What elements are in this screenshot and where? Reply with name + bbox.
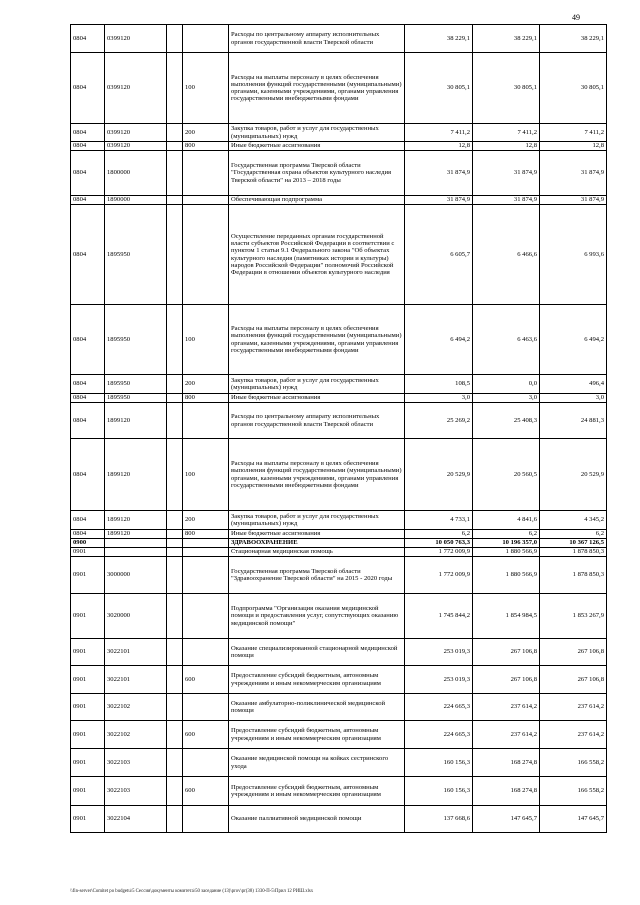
amount-year3-cell: 30 805,1 xyxy=(540,53,607,124)
target-article-cell: 1899120 xyxy=(105,439,167,511)
section-code-cell: 0804 xyxy=(71,151,105,196)
section-code-cell: 0901 xyxy=(71,806,105,833)
amount-year2-cell: 3,0 xyxy=(473,394,540,403)
table-row xyxy=(71,511,607,530)
item-name-cell: Оказание медицинской помощи на койках сестринского ухода xyxy=(229,749,405,777)
amount-year2-cell: 168 274,8 xyxy=(473,777,540,806)
item-name-cell: ЗДРАВООХРАНЕНИЕ xyxy=(229,539,405,548)
amount-year3-cell: 166 558,2 xyxy=(540,749,607,777)
amount-year1-cell: 3,0 xyxy=(405,394,473,403)
section-code-cell: 0901 xyxy=(71,639,105,666)
amount-year3-cell: 24 881,3 xyxy=(540,403,607,439)
expense-type-cell: 100 xyxy=(183,439,229,511)
table-row xyxy=(71,205,607,305)
target-article-cell: 0399120 xyxy=(105,53,167,124)
table-row xyxy=(71,557,607,594)
target-article-cell: 3022101 xyxy=(105,666,167,694)
section-code-cell: 0901 xyxy=(71,777,105,806)
amount-year2-cell: 6 463,6 xyxy=(473,305,540,375)
section-code-cell: 0901 xyxy=(71,749,105,777)
table-row xyxy=(71,53,607,124)
amount-year2-cell: 31 874,9 xyxy=(473,151,540,196)
blank-cell xyxy=(167,539,183,548)
blank-cell xyxy=(167,25,183,53)
blank-cell xyxy=(167,205,183,305)
amount-year2-cell: 6,2 xyxy=(473,530,540,539)
amount-year1-cell: 224 665,3 xyxy=(405,721,473,749)
amount-year3-cell: 7 411,2 xyxy=(540,124,607,142)
section-code-cell: 0901 xyxy=(71,666,105,694)
amount-year2-cell: 237 614,2 xyxy=(473,694,540,721)
target-article-cell: 3022102 xyxy=(105,694,167,721)
amount-year1-cell: 7 411,2 xyxy=(405,124,473,142)
expense-type-cell xyxy=(183,806,229,833)
table-row xyxy=(71,394,607,403)
amount-year1-cell: 137 668,6 xyxy=(405,806,473,833)
item-name-cell: Обеспечивающая подпрограмма xyxy=(229,196,405,205)
section-code-cell: 0804 xyxy=(71,403,105,439)
amount-year1-cell: 25 269,2 xyxy=(405,403,473,439)
table-row xyxy=(71,305,607,375)
expense-type-cell xyxy=(183,548,229,557)
item-name-cell: Расходы на выплаты персоналу в целях обеспечения выполнения функций государственными (муниципальными) органами, казенными учреждениями, органами управления государственными внебюджетными фондами xyxy=(229,53,405,124)
table-row xyxy=(71,749,607,777)
section-code-cell: 0804 xyxy=(71,53,105,124)
amount-year2-cell: 31 874,9 xyxy=(473,196,540,205)
blank-cell xyxy=(167,196,183,205)
table-row xyxy=(71,548,607,557)
blank-cell xyxy=(167,142,183,151)
section-code-cell: 0804 xyxy=(71,124,105,142)
amount-year3-cell: 237 614,2 xyxy=(540,694,607,721)
amount-year1-cell: 1 772 009,9 xyxy=(405,548,473,557)
blank-cell xyxy=(167,375,183,394)
amount-year3-cell: 20 529,9 xyxy=(540,439,607,511)
target-article-cell: 1899120 xyxy=(105,403,167,439)
section-code-cell: 0900 xyxy=(71,539,105,548)
amount-year2-cell: 12,8 xyxy=(473,142,540,151)
table-row xyxy=(71,777,607,806)
blank-cell xyxy=(167,394,183,403)
target-article-cell: 1899120 xyxy=(105,530,167,539)
amount-year1-cell: 224 665,3 xyxy=(405,694,473,721)
item-name-cell: Предоставление субсидий бюджетным, автономным учреждениям и иным некоммерческим организациям xyxy=(229,666,405,694)
item-name-cell: Государственная программа Тверской области "Здравоохранение Тверской области" на 2015 - 2020 годы xyxy=(229,557,405,594)
blank-cell xyxy=(167,639,183,666)
blank-cell xyxy=(167,777,183,806)
item-name-cell: Закупка товаров, работ и услуг для государственных (муниципальных) нужд xyxy=(229,124,405,142)
expense-type-cell: 200 xyxy=(183,375,229,394)
amount-year1-cell: 6 494,2 xyxy=(405,305,473,375)
amount-year3-cell: 1 853 267,9 xyxy=(540,594,607,639)
expense-type-cell: 600 xyxy=(183,666,229,694)
item-name-cell: Стационарная медицинская помощь xyxy=(229,548,405,557)
amount-year1-cell: 1 745 844,2 xyxy=(405,594,473,639)
blank-cell xyxy=(167,439,183,511)
blank-cell xyxy=(167,124,183,142)
blank-cell xyxy=(167,53,183,124)
amount-year2-cell: 4 841,6 xyxy=(473,511,540,530)
item-name-cell: Расходы на выплаты персоналу в целях обеспечения выполнения функций государственными (муниципальными) органами, казенными учреждениями, органами управления государственными внебюджетными фондами xyxy=(229,439,405,511)
table-row xyxy=(71,25,607,53)
amount-year2-cell: 7 411,2 xyxy=(473,124,540,142)
item-name-cell: Расходы на выплаты персоналу в целях обеспечения выполнения функций государственными (муниципальными) органами, казенными учреждениями, органами управления государственными внебюджетными фондами xyxy=(229,305,405,375)
amount-year3-cell: 1 878 850,3 xyxy=(540,548,607,557)
amount-year3-cell: 1 878 850,3 xyxy=(540,557,607,594)
amount-year1-cell: 160 156,3 xyxy=(405,749,473,777)
blank-cell xyxy=(167,721,183,749)
amount-year2-cell: 20 560,5 xyxy=(473,439,540,511)
expense-type-cell xyxy=(183,25,229,53)
table-row xyxy=(71,151,607,196)
amount-year3-cell: 6,2 xyxy=(540,530,607,539)
section-code-cell: 0901 xyxy=(71,557,105,594)
amount-year3-cell: 166 558,2 xyxy=(540,777,607,806)
amount-year2-cell: 267 106,8 xyxy=(473,666,540,694)
section-code-cell: 0804 xyxy=(71,511,105,530)
blank-cell xyxy=(167,694,183,721)
expense-type-cell: 800 xyxy=(183,530,229,539)
item-name-cell: Иные бюджетные ассигнования xyxy=(229,394,405,403)
file-path-footer: \\fin-server\Comitet po budgetu\5 Сессия\документы комитета\50 заседание (13)\prov\pr(38) 1330-П-5\Прил 12 РИШ.xlsx xyxy=(70,889,314,894)
amount-year2-cell: 30 805,1 xyxy=(473,53,540,124)
section-code-cell: 0804 xyxy=(71,142,105,151)
target-article-cell: 3022104 xyxy=(105,806,167,833)
table-row xyxy=(71,639,607,666)
section-code-cell: 0804 xyxy=(71,25,105,53)
target-article-cell: 1899120 xyxy=(105,511,167,530)
amount-year1-cell: 12,8 xyxy=(405,142,473,151)
amount-year2-cell: 10 196 357,0 xyxy=(473,539,540,548)
budget-table xyxy=(70,24,607,833)
amount-year2-cell: 237 614,2 xyxy=(473,721,540,749)
expense-type-cell xyxy=(183,151,229,196)
target-article-cell: 1800000 xyxy=(105,151,167,196)
amount-year3-cell: 4 345,2 xyxy=(540,511,607,530)
section-code-cell: 0901 xyxy=(71,594,105,639)
amount-year1-cell: 108,5 xyxy=(405,375,473,394)
table-row xyxy=(71,721,607,749)
item-name-cell: Оказание специализированной стационарной медицинской помощи xyxy=(229,639,405,666)
target-article-cell: 3022103 xyxy=(105,777,167,806)
expense-type-cell xyxy=(183,594,229,639)
blank-cell xyxy=(167,151,183,196)
blank-cell xyxy=(167,530,183,539)
expense-type-cell: 800 xyxy=(183,142,229,151)
expense-type-cell: 600 xyxy=(183,721,229,749)
target-article-cell: 3022101 xyxy=(105,639,167,666)
amount-year1-cell: 1 772 009,9 xyxy=(405,557,473,594)
target-article-cell: 3020000 xyxy=(105,594,167,639)
blank-cell xyxy=(167,557,183,594)
target-article-cell: 1895950 xyxy=(105,205,167,305)
expense-type-cell: 200 xyxy=(183,511,229,530)
amount-year3-cell: 267 106,8 xyxy=(540,666,607,694)
target-article-cell xyxy=(105,539,167,548)
amount-year3-cell: 38 229,1 xyxy=(540,25,607,53)
section-code-cell: 0804 xyxy=(71,394,105,403)
amount-year1-cell: 20 529,9 xyxy=(405,439,473,511)
table-row xyxy=(71,375,607,394)
amount-year3-cell: 6 494,2 xyxy=(540,305,607,375)
item-name-cell: Осуществление переданных органам государственной власти субъектов Российской Федерации в соответствии с пунктом 1 статьи 9.1 Федерального закона "Об объектах культурного наследия (памятниках истории и культуры) народов Российской Федерации" полномочий Российской Федерации в отношении объектов культурного наследия xyxy=(229,205,405,305)
item-name-cell: Иные бюджетные ассигнования xyxy=(229,142,405,151)
amount-year3-cell: 31 874,9 xyxy=(540,196,607,205)
amount-year1-cell: 253 019,3 xyxy=(405,666,473,694)
expense-type-cell: 200 xyxy=(183,124,229,142)
amount-year2-cell: 0,0 xyxy=(473,375,540,394)
table-row xyxy=(71,124,607,142)
amount-year2-cell: 6 466,6 xyxy=(473,205,540,305)
amount-year2-cell: 1 880 566,9 xyxy=(473,548,540,557)
section-code-cell: 0901 xyxy=(71,548,105,557)
section-code-cell: 0804 xyxy=(71,205,105,305)
table-row xyxy=(71,196,607,205)
table-row xyxy=(71,806,607,833)
target-article-cell: 3000000 xyxy=(105,557,167,594)
amount-year1-cell: 6,2 xyxy=(405,530,473,539)
table-row xyxy=(71,594,607,639)
target-article-cell: 1895950 xyxy=(105,305,167,375)
expense-type-cell: 800 xyxy=(183,394,229,403)
amount-year3-cell: 12,8 xyxy=(540,142,607,151)
target-article-cell: 1890000 xyxy=(105,196,167,205)
expense-type-cell: 100 xyxy=(183,53,229,124)
section-code-cell: 0804 xyxy=(71,530,105,539)
item-name-cell: Оказание амбулаторно-поликлинической медицинской помощи xyxy=(229,694,405,721)
target-article-cell: 0399120 xyxy=(105,142,167,151)
amount-year3-cell: 3,0 xyxy=(540,394,607,403)
blank-cell xyxy=(167,594,183,639)
amount-year1-cell: 31 874,9 xyxy=(405,151,473,196)
target-article-cell: 0399120 xyxy=(105,124,167,142)
amount-year2-cell: 168 274,8 xyxy=(473,749,540,777)
item-name-cell: Государственная программа Тверской области "Государственная охрана объектов культурного наследия Тверской области" на 2013 – 2018 годы xyxy=(229,151,405,196)
target-article-cell: 3022103 xyxy=(105,749,167,777)
blank-cell xyxy=(167,403,183,439)
amount-year3-cell: 10 367 126,5 xyxy=(540,539,607,548)
table-row xyxy=(71,439,607,511)
section-code-cell: 0901 xyxy=(71,694,105,721)
amount-year1-cell: 6 605,7 xyxy=(405,205,473,305)
amount-year3-cell: 6 993,6 xyxy=(540,205,607,305)
item-name-cell: Предоставление субсидий бюджетным, автономным учреждениям и иным некоммерческим организациям xyxy=(229,777,405,806)
table-row xyxy=(71,403,607,439)
table-row xyxy=(71,539,607,548)
amount-year3-cell: 237 614,2 xyxy=(540,721,607,749)
target-article-cell: 3022102 xyxy=(105,721,167,749)
amount-year2-cell: 25 408,3 xyxy=(473,403,540,439)
target-article-cell: 1895950 xyxy=(105,375,167,394)
amount-year2-cell: 1 880 566,9 xyxy=(473,557,540,594)
budget-table-body xyxy=(71,25,607,833)
expense-type-cell xyxy=(183,205,229,305)
item-name-cell: Расходы по центральному аппарату исполнительных органов государственной власти Тверской области xyxy=(229,25,405,53)
blank-cell xyxy=(167,806,183,833)
amount-year1-cell: 10 050 763,3 xyxy=(405,539,473,548)
amount-year1-cell: 31 874,9 xyxy=(405,196,473,205)
amount-year3-cell: 31 874,9 xyxy=(540,151,607,196)
section-code-cell: 0804 xyxy=(71,439,105,511)
section-code-cell: 0804 xyxy=(71,196,105,205)
table-row xyxy=(71,694,607,721)
amount-year2-cell: 147 645,7 xyxy=(473,806,540,833)
expense-type-cell xyxy=(183,539,229,548)
target-article-cell: 0399120 xyxy=(105,25,167,53)
table-row xyxy=(71,530,607,539)
amount-year1-cell: 38 229,1 xyxy=(405,25,473,53)
blank-cell xyxy=(167,749,183,777)
amount-year2-cell: 38 229,1 xyxy=(473,25,540,53)
amount-year2-cell: 1 854 984,5 xyxy=(473,594,540,639)
expense-type-cell: 100 xyxy=(183,305,229,375)
item-name-cell: Закупка товаров, работ и услуг для государственных (муниципальных) нужд xyxy=(229,375,405,394)
blank-cell xyxy=(167,511,183,530)
page-number: 49 xyxy=(572,13,580,22)
expense-type-cell xyxy=(183,639,229,666)
amount-year1-cell: 160 156,3 xyxy=(405,777,473,806)
amount-year1-cell: 30 805,1 xyxy=(405,53,473,124)
blank-cell xyxy=(167,666,183,694)
expense-type-cell xyxy=(183,749,229,777)
item-name-cell: Иные бюджетные ассигнования xyxy=(229,530,405,539)
section-code-cell: 0804 xyxy=(71,305,105,375)
section-code-cell: 0804 xyxy=(71,375,105,394)
blank-cell xyxy=(167,305,183,375)
table-row xyxy=(71,666,607,694)
section-code-cell: 0901 xyxy=(71,721,105,749)
expense-type-cell xyxy=(183,557,229,594)
item-name-cell: Оказание паллиативной медицинской помощи xyxy=(229,806,405,833)
amount-year1-cell: 4 733,1 xyxy=(405,511,473,530)
target-article-cell: 1895950 xyxy=(105,394,167,403)
amount-year3-cell: 147 645,7 xyxy=(540,806,607,833)
table-row xyxy=(71,142,607,151)
amount-year1-cell: 253 019,3 xyxy=(405,639,473,666)
amount-year3-cell: 496,4 xyxy=(540,375,607,394)
target-article-cell xyxy=(105,548,167,557)
expense-type-cell: 600 xyxy=(183,777,229,806)
item-name-cell: Подпрограмма "Организация оказания медицинской помощи и предоставления услуг, сопутствующих оказанию медицинской помощи" xyxy=(229,594,405,639)
item-name-cell: Закупка товаров, работ и услуг для государственных (муниципальных) нужд xyxy=(229,511,405,530)
blank-cell xyxy=(167,548,183,557)
amount-year2-cell: 267 106,8 xyxy=(473,639,540,666)
expense-type-cell xyxy=(183,694,229,721)
expense-type-cell xyxy=(183,403,229,439)
item-name-cell: Предоставление субсидий бюджетным, автономным учреждениям и иным некоммерческим организациям xyxy=(229,721,405,749)
amount-year3-cell: 267 106,8 xyxy=(540,639,607,666)
item-name-cell: Расходы по центральному аппарату исполнительных органов государственной власти Тверской области xyxy=(229,403,405,439)
expense-type-cell xyxy=(183,196,229,205)
